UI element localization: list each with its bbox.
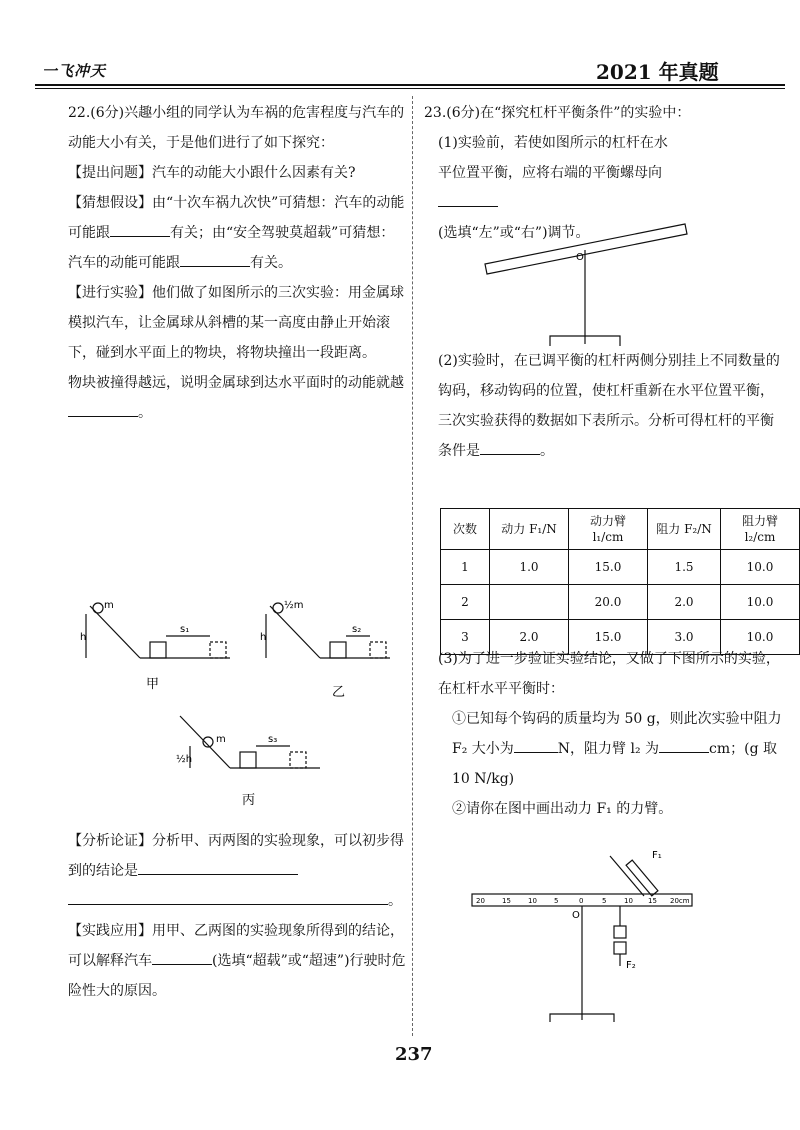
question-22 — [68, 98, 408, 428]
label-O: O — [572, 910, 580, 921]
svg-text:0: 0 — [579, 897, 584, 905]
figure-bing — [180, 716, 320, 768]
answer-blank-2[interactable] — [180, 248, 250, 267]
lever-figure-tilted — [480, 216, 700, 356]
brand-logo: 一飞冲天 — [42, 62, 107, 80]
label-s2: s₂ — [352, 624, 362, 635]
table-header: 次数 — [441, 509, 490, 550]
answer-blank-8[interactable] — [514, 734, 558, 753]
q22-hypothesis: 【猜想假设】由“十次车祸九次快”可猜想：汽车的动能可能跟 有关；由“安全驾驶莫超载”可猜想：汽车的动能可能跟 有关。 — [68, 195, 405, 271]
q22-analysis: 【分析论证】分析甲、丙两图的实验现象，可以初步得到的结论是 。 — [68, 833, 404, 909]
q22-problem: 【提出问题】汽车的动能大小跟什么因素有关? — [68, 165, 356, 181]
svg-text:5: 5 — [602, 897, 607, 905]
table-row: 1 1.0 15.0 1.5 10.0 — [441, 550, 800, 585]
figure-label-bing: 丙 — [242, 793, 256, 808]
lever-figure-horizontal — [462, 836, 702, 1028]
figure-jia — [86, 603, 230, 658]
answer-blank-4[interactable] — [138, 856, 298, 875]
question-23-part2 — [424, 346, 784, 466]
q22-title: 22.(6分)兴趣小组的同学认为车祸的危害程度与汽车的动能大小有关，于是他们进行了如下探究： — [68, 105, 405, 151]
q23-part3-1: ①已知每个钩码的质量均为 50 g，则此次实验中阻力 F₂ 大小为 N，阻力臂 l₂ 为 cm；(g 取 10 N/kg) — [452, 711, 782, 787]
answer-blank-1[interactable] — [110, 218, 170, 237]
header-rule — [35, 84, 785, 86]
table-header-row — [441, 509, 800, 550]
svg-text:10: 10 — [528, 897, 537, 905]
answer-blank-7[interactable] — [480, 436, 540, 455]
table-row: 3 2.0 15.0 3.0 10.0 — [441, 620, 800, 655]
label-F1: F₁ — [652, 850, 662, 861]
table-header: 阻力 F₂/N — [648, 509, 721, 550]
svg-text:20: 20 — [476, 897, 485, 905]
label-half-h-bing: ½h — [176, 754, 193, 765]
table-header: 阻力臂 l₂/cm — [721, 509, 800, 550]
label-h-jia: h — [80, 632, 87, 643]
figure-label-jia: 甲 — [146, 677, 160, 692]
label-s1: s₁ — [180, 624, 190, 635]
q23-part1: (1)实验前，若使如图所示的杠杆在水平位置平衡，应将右端的平衡螺母向 (选填“左”或“右”)调节。 — [438, 135, 668, 241]
label-F2: F₂ — [626, 960, 636, 971]
answer-blank-3[interactable] — [68, 398, 138, 417]
svg-text:5: 5 — [554, 897, 559, 905]
svg-text:15: 15 — [502, 897, 511, 905]
svg-text:10: 10 — [624, 897, 633, 905]
label-s3: s₃ — [268, 734, 278, 745]
label-O-tilted: O — [576, 252, 584, 263]
label-m-jia: m — [104, 600, 114, 611]
answer-blank-9[interactable] — [659, 734, 709, 753]
answer-blank-4b[interactable] — [68, 886, 388, 905]
figure-label-yi: 乙 — [332, 685, 346, 700]
column-divider — [412, 96, 413, 1036]
ramp-figures — [80, 596, 400, 816]
answer-blank-6[interactable] — [438, 188, 498, 207]
table-header: 动力 F₁/N — [490, 509, 569, 550]
svg-text:20cm: 20cm — [670, 897, 690, 905]
question-22-part2 — [68, 826, 408, 1006]
table-header: 动力臂 l₁/cm — [569, 509, 648, 550]
data-table — [440, 508, 800, 655]
q23-part3: (3)为了进一步验证实验结论，又做了下图所示的实验，在杠杆水平平衡时： — [438, 651, 780, 697]
q23-part3-2: ②请你在图中画出动力 F₁ 的力臂。 — [452, 801, 673, 817]
figure-yi — [266, 603, 390, 658]
q22-observation: 物块被撞得越远，说明金属球到达水平面时的动能就越。 — [68, 375, 404, 421]
page-number: 237 — [395, 1044, 433, 1065]
label-h-yi: h — [260, 632, 267, 643]
table-row: 2 20.0 2.0 10.0 — [441, 585, 800, 620]
q22-apply: 【实践应用】用甲、乙两图的实验现象所得到的结论，可以解释汽车 (选填“超载”或“超速”)行驶时危险性大的原因。 — [68, 923, 406, 999]
q23-title: 23.(6分)在“探究杠杆平衡条件”的实验中： — [424, 105, 691, 121]
answer-blank-5[interactable] — [152, 946, 212, 965]
answer-cell[interactable] — [490, 585, 569, 620]
q22-experiment: 【进行实验】他们做了如图所示的三次实验：用金属球模拟汽车，让金属球从斜槽的某一高度由静止开始滚下，碰到水平面上的物块，将物块撞出一段距离。 — [68, 285, 404, 361]
label-half-m-yi: ½m — [284, 600, 304, 611]
q23-part2: (2)实验时，在已调平衡的杠杆两侧分别挂上不同数量的钩码，移动钩码的位置，使杠杆重新在水平位置平衡，三次实验获得的数据如下表所示。分析可得杠杆的平衡条件是 。 — [438, 353, 780, 459]
question-23-part3 — [424, 644, 784, 824]
page-header-title: 2021 年真题 — [596, 60, 719, 84]
label-m-bing: m — [216, 734, 226, 745]
header-rule-thin — [35, 88, 785, 89]
svg-text:15: 15 — [648, 897, 657, 905]
